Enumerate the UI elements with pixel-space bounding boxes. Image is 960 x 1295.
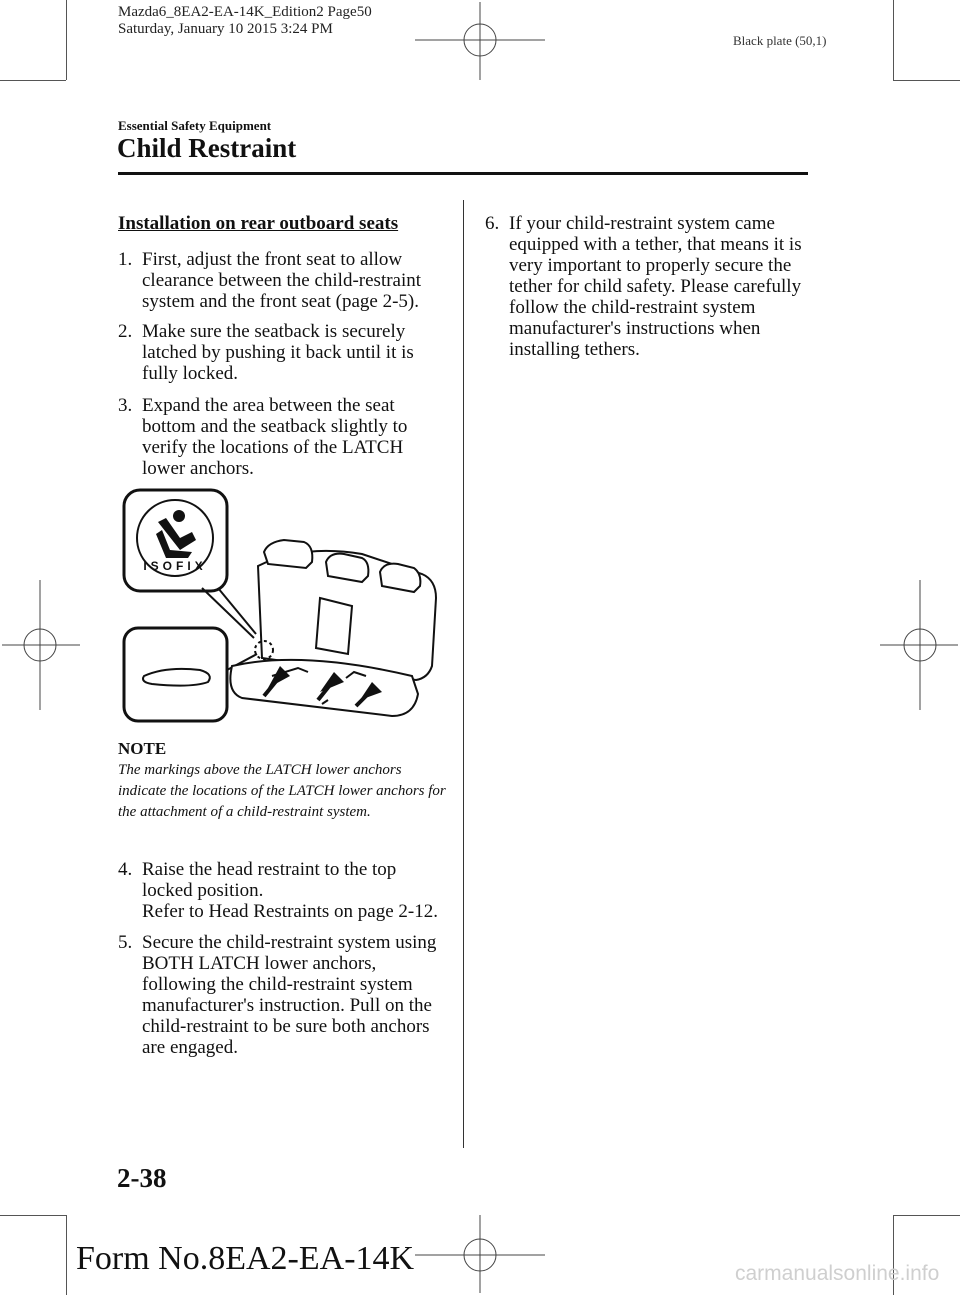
step-text: Expand the area between the seat bottom and the seatback slightly to verify the locations of the LATCH lower anchors. — [142, 395, 408, 479]
step-number: 1. — [118, 249, 133, 270]
watermark: carmanualsonline.info — [735, 1262, 940, 1285]
step-text: First, adjust the front seat to allow clearance between the child-restraint system and the front seat (page 2-5). — [142, 249, 422, 312]
step-1 — [118, 249, 448, 312]
file-info — [118, 4, 372, 38]
isofix-badge-text: ISOFIX — [143, 559, 207, 573]
step-4 — [118, 859, 448, 922]
latch-anchor-illustration — [122, 488, 444, 726]
step-number: 3. — [118, 395, 133, 416]
header-rule — [118, 172, 808, 175]
step-number: 6. — [485, 213, 500, 234]
registration-mark-bottom — [415, 1215, 545, 1295]
rear-seat-drawing — [230, 540, 436, 716]
anchor-detail-box — [124, 628, 227, 721]
note-title: NOTE — [118, 739, 167, 758]
step-5 — [118, 932, 448, 1058]
step-text-reference: Refer to Head Restraints on page 2-12. — [142, 901, 438, 922]
plate-label: Black plate (50,1) — [733, 33, 827, 48]
step-text: Make sure the seatback is securely latched by pushing it back until it is fully locked. — [142, 321, 414, 384]
form-number: Form No.8EA2-EA-14K — [76, 1240, 415, 1277]
page-title: Child Restraint — [117, 133, 297, 163]
step-text: Secure the child-restraint system using BOTH LATCH lower anchors, following the child-restraint system manufacturer's instruction. Pull on the child-restraint to be sure both anchors are engaged. — [142, 932, 437, 1058]
note-text: The markings above the LATCH lower anchors indicate the locations of the LATCH lower anchors for the attachment of a child-restraint system. — [118, 762, 446, 820]
step-text: Raise the head restraint to the top locked position. — [142, 859, 397, 901]
step-number: 2. — [118, 321, 133, 342]
crop-mark — [893, 80, 960, 81]
crop-mark — [893, 1215, 960, 1216]
crop-mark — [66, 0, 67, 80]
registration-mark-left — [0, 580, 80, 710]
crop-mark — [0, 1215, 66, 1216]
subheading: Installation on rear outboard seats — [118, 213, 399, 234]
step-number: 5. — [118, 932, 133, 953]
crop-mark — [893, 0, 894, 80]
registration-mark-right — [880, 580, 960, 710]
file-info-line1: Mazda6_8EA2-EA-14K_Edition2 Page50 — [118, 4, 372, 20]
column-divider — [463, 200, 464, 1148]
crop-mark — [0, 80, 66, 81]
step-number: 4. — [118, 859, 133, 880]
step-2 — [118, 321, 448, 384]
step-text: If your child-restraint system came equipped with a tether, that means it is very important to properly secure the tether for child safety. Please carefully follow the child-restraint system manufacturer's instructions when installing tethers. — [509, 213, 802, 360]
step-6 — [485, 213, 810, 360]
file-info-line2: Saturday, January 10 2015 3:24 PM — [118, 21, 333, 37]
page-number: 2-38 — [117, 1163, 167, 1193]
section-label: Essential Safety Equipment — [118, 118, 272, 133]
crop-mark — [66, 1215, 67, 1295]
step-3 — [118, 395, 448, 479]
registration-mark-top — [415, 0, 545, 80]
